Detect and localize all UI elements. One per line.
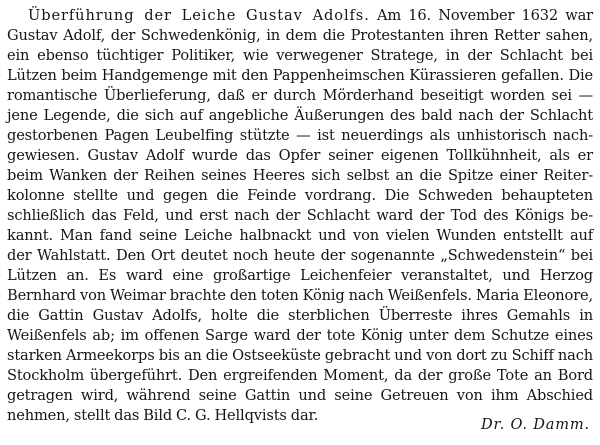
text-line-11: schließlich das Feld, und erst nach der Schlacht ward der Tod des Königs be- — [7, 207, 593, 224]
author-signature: Dr. O. Damm. — [480, 416, 590, 433]
text-line-1 — [28, 5, 593, 27]
text-line-2: Gustav Adolf, der Schwedenkönig, in dem die Protestanten ihren Retter sahen, — [7, 27, 593, 44]
text-line-9: beim Wanken der Reihen seines Heeres sich selbst an die Spitze einer Reiter- — [7, 167, 593, 184]
text-line-8: gewiesen. Gustav Adolf wurde das Opfer seiner eigenen Tollkühnheit, als er — [7, 147, 593, 164]
text-line-4: Lützen beim Handgemenge mit den Pappenheimschen Kürassieren gefallen. Die — [7, 67, 593, 84]
text-line-15: Bernhard von Weimar brachte den toten König nach Weißenfels. Maria Eleonore, — [7, 287, 593, 304]
text-line-1-rest: Am 16. November 1632 war — [376, 7, 593, 24]
text-line-16: die Gattin Gustav Adolfs, holte die sterblichen Überreste ihres Gemahls in — [7, 307, 593, 324]
text-line-14: Lützen an. Es ward eine großartige Leichenfeier veranstaltet, und Herzog — [7, 267, 593, 284]
text-line-20: getragen wird, während seine Gattin und seine Getreuen von ihm Abschied — [7, 387, 593, 404]
text-line-12: kannt. Man fand seine Leiche halbnackt und von vielen Wunden entstellt auf — [7, 227, 593, 244]
text-line-18: starken Armeekorps bis an die Ostseeküste gebracht und von dort zu Schiff nach — [7, 347, 593, 364]
text-line-10: kolonne stellte und gegen die Feinde vordrang. Die Schweden behaupteten — [7, 187, 593, 204]
text-line-6: jene Legende, die sich auf angebliche Äußerungen des bald nach der Schlacht — [7, 107, 593, 124]
text-line-7: gestorbenen Pagen Leubelfing stützte — ist neuerdings als unhistorisch nach- — [7, 127, 593, 144]
text-line-5: romantische Überlieferung, daß er durch Mörderhand beseitigt worden sei — — [7, 87, 593, 104]
article-heading: Überführung der Leiche Gustav Adolfs. — [28, 7, 370, 24]
text-line-13: der Wahlstatt. Den Ort deutet noch heute der sogenannte „Schwedenstein“ bei — [7, 247, 593, 264]
text-line-17: Weißenfels ab; im offenen Sarge ward der tote König unter dem Schutze eines — [7, 327, 593, 344]
text-line-21: nehmen, stellt das Bild C. G. Hellqvists dar. — [7, 407, 319, 424]
text-line-19: Stockholm übergeführt. Den ergreifenden Moment, da der große Tote an Bord — [7, 367, 593, 384]
text-line-3: ein ebenso tüchtiger Politiker, wie verwegener Stratege, in der Schlacht bei — [7, 47, 593, 64]
